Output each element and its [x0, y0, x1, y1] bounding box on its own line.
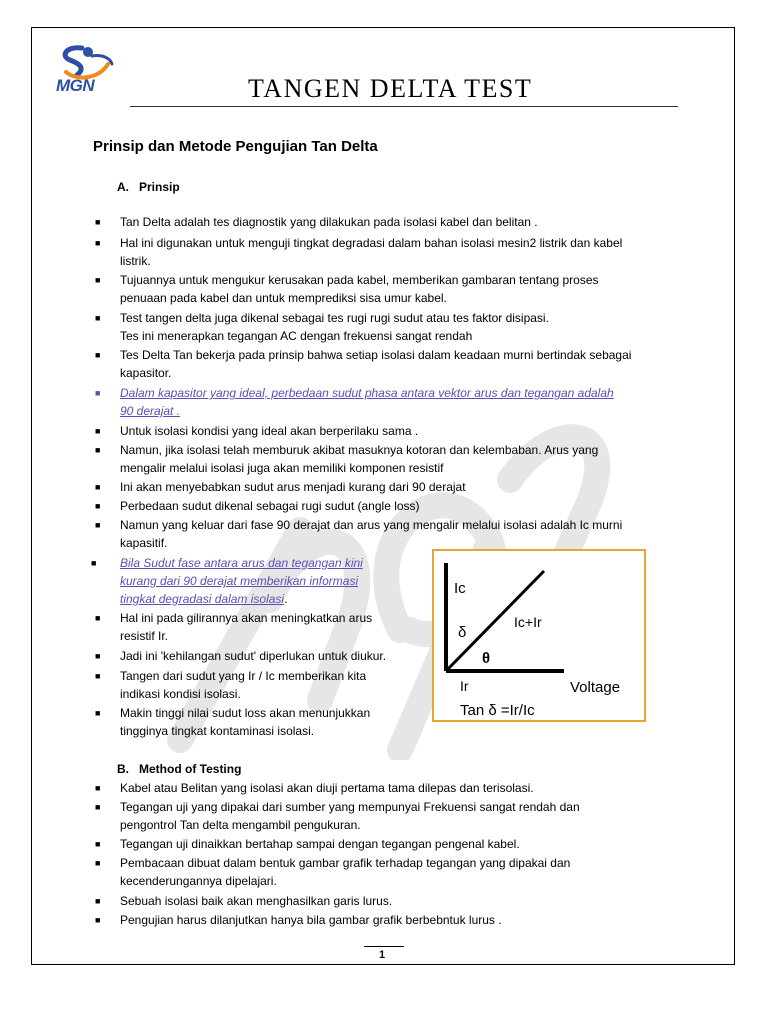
bullet-icon: ■	[95, 896, 101, 906]
bullet-icon: ■	[95, 482, 101, 492]
section-a-number: A.	[117, 180, 129, 194]
list-item-continuation: indikasi kondisi isolasi.	[120, 687, 241, 701]
list-item-continuation: penuaan pada kabel dan untuk memprediksi sisa umur kabel.	[120, 291, 447, 305]
mgn-logo	[52, 42, 122, 98]
list-item: Kabel atau Belitan yang isolasi akan diuji pertama tama dilepas dan terisolasi.	[120, 781, 534, 795]
highlighted-list-item[interactable]: Bila Sudut fase antara arus dan tegangan kini	[120, 556, 363, 570]
list-item: Hal ini pada gilirannya akan meningkatkan arus	[120, 611, 373, 625]
title-underline	[130, 106, 678, 107]
list-item: Jadi ini 'kehilangan sudut' diperlukan untuk diukur.	[120, 649, 387, 663]
bullet-icon: ■	[95, 501, 101, 511]
list-item: Tegangan uji dinaikkan bertahap sampai dengan tegangan pengenal kabel.	[120, 837, 520, 851]
section-b-label: Method of Testing	[139, 762, 242, 776]
page-number: 1	[379, 949, 386, 961]
highlighted-link-text[interactable]: tingkat degradasi dalam isolasi	[120, 592, 285, 606]
list-item-continuation: kecenderungannya dipelajari.	[120, 874, 277, 888]
ic-ir-label: Ic+Ir	[514, 614, 542, 630]
bullet-icon: ■	[95, 858, 101, 868]
bullet-icon: ■	[95, 388, 101, 398]
list-item-continuation: tingginya tingkat kontaminasi isolasi.	[120, 724, 315, 738]
bullet-icon: ■	[95, 915, 101, 925]
section-b-heading	[117, 762, 241, 776]
tan-delta-diagram	[432, 549, 646, 722]
list-item: Makin tinggi nilai sudut loss akan menunjukkan	[120, 706, 371, 720]
bullet-icon: ■	[95, 802, 101, 812]
bullet-icon: ■	[95, 313, 101, 323]
bullet-icon: ■	[95, 839, 101, 849]
list-item: Tegangan uji yang dipakai dari sumber yang mempunyai Frekuensi sangat rendah dan	[120, 800, 580, 814]
list-item: Hal ini digunakan untuk menguji tingkat degradasi dalam bahan isolasi mesin2 listrik dan kabel	[120, 236, 623, 250]
tan-delta-formula: Tan δ =Ir/Ic	[460, 702, 535, 719]
list-item-continuation: pengontrol Tan delta mengambil pengukuran.	[120, 818, 361, 832]
list-item-continuation: mengalir melalui isolasi juga akan memiliki komponen resistif	[120, 461, 444, 475]
list-item-period: .	[284, 592, 288, 606]
list-item: Untuk isolasi kondisi yang ideal akan berperilaku sama .	[120, 424, 419, 438]
list-item-continuation: resistif Ir.	[120, 629, 169, 643]
list-item-continuation: Tes ini menerapkan tegangan AC dengan frekuensi sangat rendah	[120, 329, 473, 343]
list-item-continuation: kapasitor.	[120, 366, 172, 380]
list-item: Tangen dari sudut yang Ir / Ic memberikan kita	[120, 669, 367, 683]
page-number-rule	[364, 946, 404, 947]
list-item: Pengujian harus dilanjutkan hanya bila gambar grafik berbebntuk lurus .	[120, 913, 502, 927]
document-title: TANGEN DELTA TEST	[248, 74, 533, 103]
list-item: Ini akan menyebabkan sudut arus menjadi kurang dari 90 derajat	[120, 480, 466, 494]
list-item: Perbedaan sudut dikenal sebagai rugi sudut (angle loss)	[120, 499, 420, 513]
list-item: Tujuannya untuk mengukur kerusakan pada kabel, memberikan gambaran tentang proses	[120, 273, 599, 287]
list-item: Pembacaan dibuat dalam bentuk gambar grafik terhadap tegangan yang dipakai dan	[120, 856, 571, 870]
ir-label: Ir	[460, 678, 469, 694]
highlighted-list-item-end	[120, 590, 287, 609]
bullet-icon: ■	[95, 783, 101, 793]
section-a-label: Prinsip	[139, 180, 180, 194]
section-b-number: B.	[117, 762, 129, 776]
delta-label: δ	[458, 624, 467, 641]
bullet-icon: ■	[95, 350, 101, 360]
highlighted-list-item-continuation[interactable]: 90 derajat .	[120, 404, 181, 418]
bullet-icon: ■	[95, 217, 101, 227]
list-item: Namun yang keluar dari fase 90 derajat dan arus yang mengalir melalui isolasi adalah Ic murni	[120, 518, 623, 532]
highlighted-list-item-continuation[interactable]: kurang dari 90 derajat memberikan informasi	[120, 574, 359, 588]
logo-text: MGN	[56, 76, 95, 95]
bullet-icon: ■	[95, 426, 101, 436]
list-item: Sebuah isolasi baik akan menghasilkan garis lurus.	[120, 894, 393, 908]
list-item: Tan Delta adalah tes diagnostik yang dilakukan pada isolasi kabel dan belitan .	[120, 215, 538, 229]
bullet-icon: ■	[95, 520, 101, 530]
ic-label: Ic	[454, 580, 466, 597]
bullet-icon: ■	[95, 651, 101, 661]
bullet-icon: ■	[91, 558, 97, 568]
vector-diagram-graphic	[434, 551, 644, 720]
highlighted-list-item[interactable]: Dalam kapasitor yang ideal, perbedaan sudut phasa antara vektor arus dan tegangan adalah	[120, 386, 614, 400]
bullet-icon: ■	[95, 708, 101, 718]
list-item: Test tangen delta juga dikenal sebagai tes rugi rugi sudut atau tes faktor disipasi.	[120, 311, 549, 325]
bullet-icon: ■	[95, 275, 101, 285]
list-item-continuation: listrik.	[120, 254, 151, 268]
list-item: Namun, jika isolasi telah memburuk akibat masuknya kotoran dan kelembaban. Arus yang	[120, 443, 599, 457]
bullet-icon: ■	[95, 613, 101, 623]
theta-label: θ	[482, 650, 491, 667]
section-heading: Prinsip dan Metode Pengujian Tan Delta	[93, 138, 378, 155]
bullet-icon: ■	[95, 671, 101, 681]
bullet-icon: ■	[95, 238, 101, 248]
list-item: Tes Delta Tan bekerja pada prinsip bahwa setiap isolasi dalam keadaan murni bertindak sebagai	[120, 348, 632, 362]
bullet-icon: ■	[95, 445, 101, 455]
voltage-label: Voltage	[570, 679, 621, 696]
section-a-heading	[117, 180, 180, 194]
list-item-continuation: kapasitif.	[120, 536, 168, 550]
